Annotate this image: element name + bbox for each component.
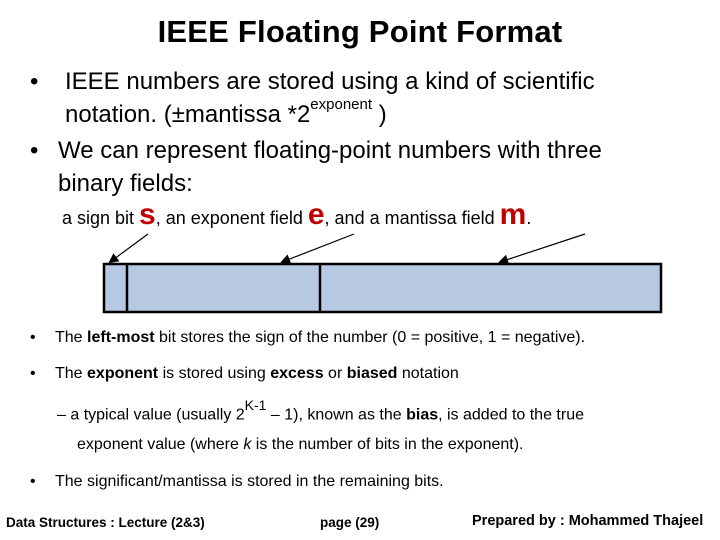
bias-explanation-line-1	[57, 397, 584, 424]
exponent-arrow	[282, 234, 354, 262]
bullet-1-line-1: IEEE numbers are stored using a kind of scientific	[65, 68, 595, 95]
text-run: – 1), known as the	[266, 406, 407, 424]
text-run: , is added to the true	[438, 406, 584, 424]
footer-page-number: page (29)	[320, 515, 380, 530]
footer-course: Data Structures : Lecture (2&3)	[6, 515, 205, 530]
bullet-marker: •	[30, 68, 39, 95]
exponent-superscript: exponent	[310, 96, 373, 113]
bold-text: left-most	[87, 329, 155, 346]
text-run: bit stores the sign of the number (0 = positive, 1 = negative).	[154, 329, 586, 346]
bold-text: bias	[406, 406, 439, 424]
text-run: is the number of bits in the exponent).	[251, 436, 524, 453]
mantissa-arrow	[500, 234, 585, 262]
bullet-mantissa: The significant/mantissa is stored in the remaining bits.	[55, 473, 444, 490]
text-run: – a typical value (usually 2	[57, 406, 245, 424]
text-run: notation	[397, 365, 459, 382]
fields-text-4: .	[526, 208, 532, 228]
text-run: or	[323, 365, 347, 382]
field-box	[104, 264, 661, 312]
sign-letter: s	[139, 198, 156, 231]
text-run: exponent value (where	[77, 436, 244, 453]
exponent-letter: e	[307, 198, 325, 231]
sign-arrow	[110, 234, 148, 262]
slide-title: IEEE Floating Point Format	[157, 14, 563, 49]
text-run: The	[55, 365, 88, 382]
bias-explanation-line-2	[77, 436, 523, 454]
bullet-marker: •	[30, 137, 39, 164]
mantissa-letter: m	[499, 198, 527, 231]
bullet-2-line-1: We can represent floating-point numbers with three	[58, 137, 602, 164]
bold-text: exponent	[87, 365, 159, 382]
text-run: is stored using	[158, 365, 271, 382]
bold-text: excess	[270, 365, 324, 382]
bullet-2-line-2: binary fields:	[58, 170, 193, 197]
italic-text: k	[243, 436, 252, 453]
bullet-marker: •	[30, 365, 36, 382]
fields-text-1: a sign bit	[62, 208, 140, 228]
footer-author: Prepared by : Mohammed Thajeel	[472, 513, 704, 529]
bullet-marker: •	[30, 329, 36, 346]
bullet-exponent	[55, 365, 459, 383]
superscript-k-1: K-1	[244, 397, 267, 413]
bullet-marker: •	[30, 473, 36, 490]
bullet-sign-bit	[55, 329, 585, 347]
bold-text: biased	[346, 365, 398, 382]
notation-text: notation. (±mantissa *2	[65, 101, 311, 128]
text-run: The	[55, 329, 88, 346]
fields-text-3: , and a mantissa field	[324, 208, 500, 228]
notation-close: )	[372, 101, 387, 128]
fields-text-2: , an exponent field	[155, 208, 308, 228]
